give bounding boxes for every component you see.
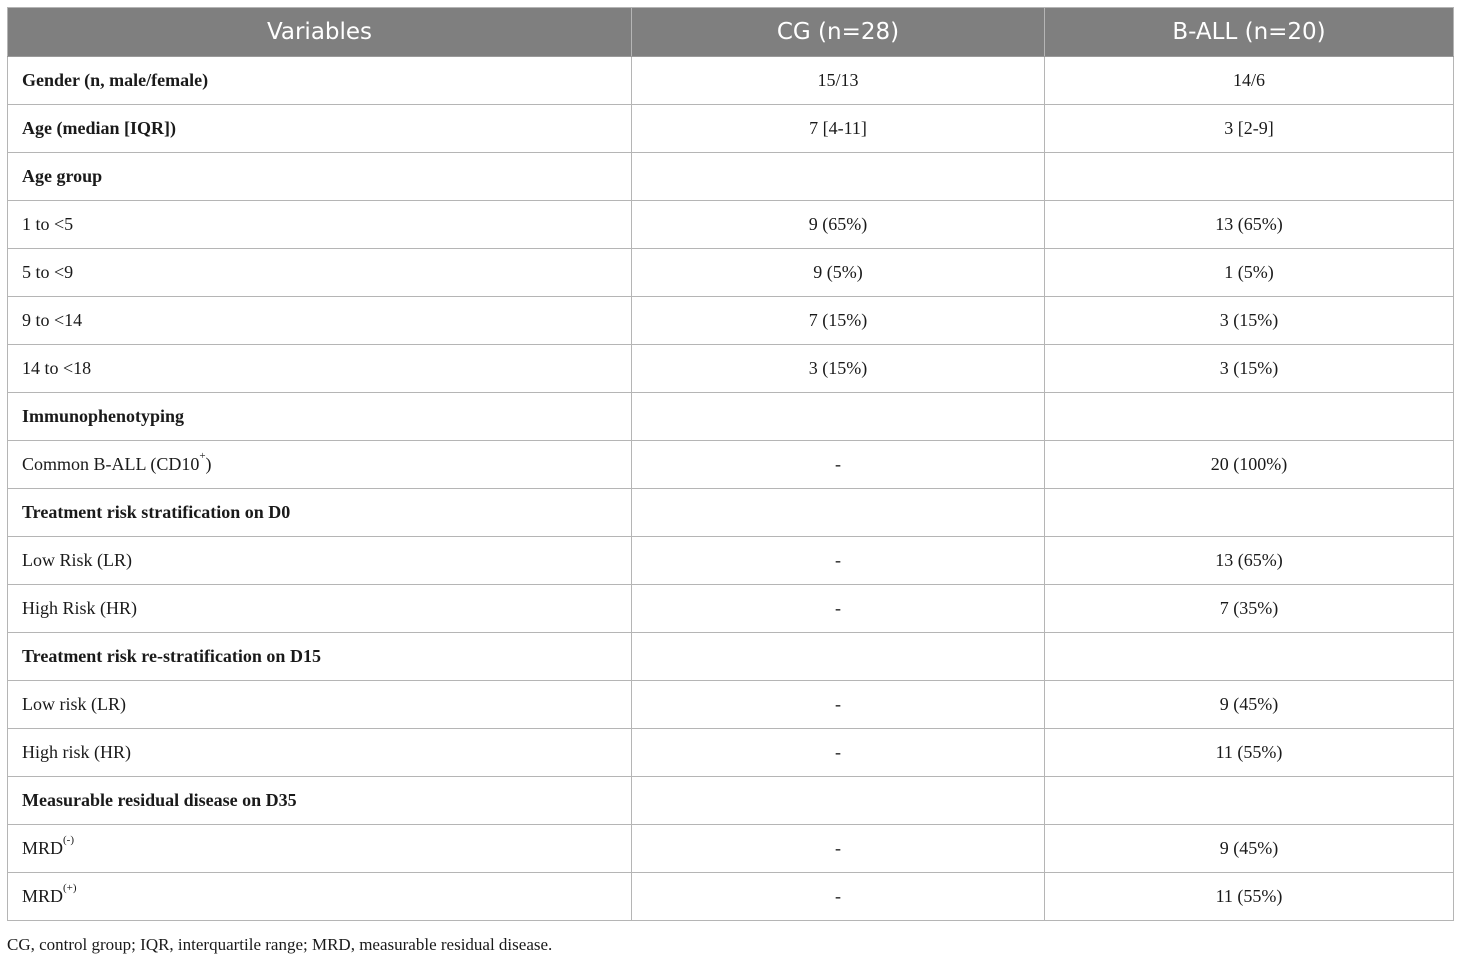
row-variable-cell (8, 105, 632, 153)
row-cg-value (632, 489, 1045, 537)
row-variable-cell (8, 537, 632, 585)
row-variable-label: Low Risk (LR) (22, 550, 132, 570)
row-ball-value: 3 (15%) (1045, 345, 1454, 393)
row-variable-cell (8, 633, 632, 681)
row-cg-value: - (632, 585, 1045, 633)
row-variable-label: High risk (HR) (22, 742, 131, 762)
header-variables: Variables (8, 8, 632, 57)
row-variable-label: Gender (n, male/female) (22, 70, 209, 90)
row-ball-value (1045, 489, 1454, 537)
row-cg-value (632, 393, 1045, 441)
table-row (8, 393, 1454, 441)
row-ball-value: 13 (65%) (1045, 537, 1454, 585)
row-cg-value: 7 (15%) (632, 297, 1045, 345)
row-cg-value (632, 777, 1045, 825)
row-cg-value: 7 [4-11] (632, 105, 1045, 153)
row-variable-cell (8, 249, 632, 297)
row-variable-label: 9 to <14 (22, 310, 83, 330)
header-ball: B-ALL (n=20) (1045, 8, 1454, 57)
table-row (8, 249, 1454, 297)
row-variable-superscript: (+) (63, 882, 77, 894)
row-ball-value: 3 (15%) (1045, 297, 1454, 345)
row-variable-cell (8, 825, 632, 873)
table-footnote: CG, control group; IQR, interquartile range; MRD, measurable residual disease. (7, 935, 553, 954)
row-ball-value (1045, 777, 1454, 825)
row-variable-cell (8, 393, 632, 441)
table-row (8, 873, 1454, 921)
row-ball-value: 9 (45%) (1045, 825, 1454, 873)
table-row (8, 633, 1454, 681)
row-ball-value: 11 (55%) (1045, 729, 1454, 777)
row-variable-superscript: + (199, 450, 206, 462)
row-variable-label: Measurable residual disease on D35 (22, 790, 297, 810)
row-variable-cell (8, 57, 632, 105)
table-row (8, 681, 1454, 729)
row-variable-label: 14 to <18 (22, 358, 92, 378)
row-ball-value (1045, 393, 1454, 441)
row-cg-value: - (632, 681, 1045, 729)
row-cg-value (632, 153, 1045, 201)
table-row (8, 153, 1454, 201)
row-ball-value: 7 (35%) (1045, 585, 1454, 633)
demographics-table-container (7, 7, 1453, 921)
row-variable-label: Common B-ALL (CD10 (22, 454, 200, 474)
header-row (8, 8, 1454, 57)
row-cg-value: 15/13 (632, 57, 1045, 105)
row-cg-value: 3 (15%) (632, 345, 1045, 393)
row-variable-label: 1 to <5 (22, 214, 74, 234)
table-row (8, 489, 1454, 537)
row-variable-cell (8, 777, 632, 825)
row-variable-label: Immunophenotyping (22, 406, 185, 426)
row-cg-value: - (632, 825, 1045, 873)
row-ball-value (1045, 633, 1454, 681)
row-ball-value: 14/6 (1045, 57, 1454, 105)
row-variable-label: 5 to <9 (22, 262, 74, 282)
table-row (8, 201, 1454, 249)
row-variable-cell (8, 153, 632, 201)
table-row (8, 297, 1454, 345)
row-ball-value: 3 [2-9] (1045, 105, 1454, 153)
row-variable-cell (8, 729, 632, 777)
row-cg-value: - (632, 441, 1045, 489)
row-ball-value: 9 (45%) (1045, 681, 1454, 729)
row-cg-value: - (632, 873, 1045, 921)
table-row (8, 825, 1454, 873)
row-variable-cell (8, 681, 632, 729)
table-row (8, 777, 1454, 825)
row-variable-cell (8, 345, 632, 393)
row-variable-label: MRD (22, 886, 64, 906)
row-variable-label: Treatment risk re-stratification on D15 (22, 646, 321, 666)
row-variable-label: Age (median [IQR]) (22, 118, 176, 138)
row-variable-cell (8, 873, 632, 921)
table-row (8, 105, 1454, 153)
table-body (8, 57, 1454, 921)
row-variable-label: Treatment risk stratification on D0 (22, 502, 291, 522)
row-variable-suffix: ) (205, 454, 212, 474)
table-row (8, 537, 1454, 585)
row-variable-cell (8, 441, 632, 489)
row-cg-value: - (632, 537, 1045, 585)
row-variable-label: MRD (22, 838, 64, 858)
row-variable-cell (8, 297, 632, 345)
row-cg-value: 9 (65%) (632, 201, 1045, 249)
row-cg-value: 9 (5%) (632, 249, 1045, 297)
row-ball-value (1045, 153, 1454, 201)
row-ball-value: 20 (100%) (1045, 441, 1454, 489)
table-row (8, 345, 1454, 393)
table-row (8, 729, 1454, 777)
table-header (8, 8, 1454, 57)
demographics-table (7, 7, 1454, 921)
header-cg: CG (n=28) (632, 8, 1045, 57)
row-variable-cell (8, 201, 632, 249)
row-ball-value: 13 (65%) (1045, 201, 1454, 249)
row-cg-value (632, 633, 1045, 681)
table-row (8, 441, 1454, 489)
row-ball-value: 11 (55%) (1045, 873, 1454, 921)
row-variable-superscript: (-) (63, 834, 75, 846)
row-variable-label: Age group (22, 166, 103, 186)
table-row (8, 585, 1454, 633)
row-cg-value: - (632, 729, 1045, 777)
row-variable-cell (8, 585, 632, 633)
row-variable-label: High Risk (HR) (22, 598, 138, 618)
row-variable-cell (8, 489, 632, 537)
row-ball-value: 1 (5%) (1045, 249, 1454, 297)
row-variable-label: Low risk (LR) (22, 694, 126, 714)
table-row (8, 57, 1454, 105)
